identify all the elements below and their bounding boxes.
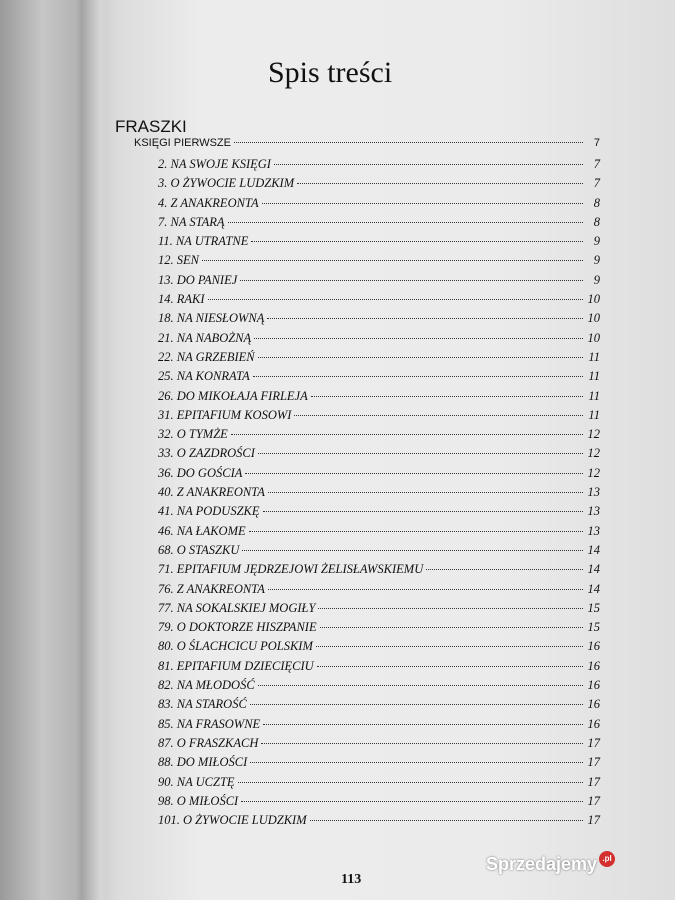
toc-entry-title: 79. O DOKTORZE HISZPANIE — [158, 620, 317, 635]
toc-entry — [158, 273, 600, 292]
page-title: Spis treści — [268, 56, 393, 89]
toc-entry-title: 2. NA SWOJE KSIĘGI — [158, 157, 271, 171]
toc-entry-page: 14 — [587, 542, 600, 557]
dot-leader — [262, 203, 583, 204]
dot-leader — [426, 569, 583, 570]
toc-entry — [158, 678, 600, 697]
dot-leader — [250, 762, 583, 763]
dot-leader — [274, 164, 583, 165]
toc-entry — [158, 311, 600, 330]
toc-entry-title: 21. NA NABOŻNĄ — [158, 330, 252, 345]
toc-entry — [158, 813, 600, 832]
toc-entry-title: 18. NA NIESŁOWNĄ — [158, 311, 265, 326]
toc-entry-title: 81. EPITAFIUM DZIECIĘCIU — [158, 658, 314, 673]
toc-entry-title: 77. NA SOKALSKIEJ MOGIŁY — [158, 600, 316, 615]
dot-leader — [254, 338, 583, 339]
toc-entry — [158, 215, 600, 234]
dot-leader — [263, 724, 583, 725]
dot-leader — [240, 280, 583, 281]
group-page: 7 — [593, 137, 600, 149]
toc-entry-title: 11. NA UTRATNE — [158, 234, 249, 249]
dot-leader — [245, 473, 583, 474]
toc-entry-page: 9 — [593, 272, 600, 287]
dot-leader — [317, 666, 583, 667]
toc-entry — [158, 485, 600, 504]
dot-leader — [208, 299, 583, 300]
toc-entry-page: 17 — [587, 793, 600, 808]
toc-entry-page: 15 — [587, 620, 600, 635]
toc-entry-page: 17 — [587, 813, 600, 828]
toc-entry-title: 31. EPITAFIUM KOSOWI — [158, 407, 292, 422]
toc-entry-page: 13 — [587, 485, 600, 500]
dot-leader — [297, 183, 583, 184]
toc-entry — [158, 543, 600, 562]
toc-entry-title: 76. Z ANAKREONTA — [158, 581, 265, 596]
toc-entry-title: 88. DO MIŁOŚCI — [158, 755, 248, 770]
toc-entry-title: 82. NA MŁODOŚĆ — [158, 678, 255, 693]
pl-badge-icon: .pl — [599, 851, 615, 867]
dot-leader — [318, 608, 583, 609]
toc-entry-page: 7 — [593, 157, 600, 171]
toc-entry-page: 11 — [588, 349, 600, 364]
toc-entry-page: 16 — [587, 658, 600, 673]
toc-entry-title: 98. O MIŁOŚCI — [158, 793, 239, 808]
dot-leader — [267, 318, 583, 319]
toc-entry-title: 4. Z ANAKREONTA — [158, 195, 259, 210]
toc-entry-title: 41. NA PODUSZKĘ — [158, 504, 260, 519]
toc-entry-title: 14. RAKI — [158, 292, 205, 307]
toc-entry — [158, 331, 600, 350]
dot-leader — [316, 646, 583, 647]
dot-leader — [242, 550, 583, 551]
toc-entry — [158, 466, 600, 485]
toc-entry-page: 16 — [587, 678, 600, 693]
toc-entry-title: 22. NA GRZEBIEŃ — [158, 349, 255, 364]
toc-entry — [158, 524, 600, 543]
table-of-contents — [158, 157, 600, 832]
toc-entry-page: 12 — [587, 446, 600, 461]
dot-leader — [268, 492, 583, 493]
toc-entry-page: 11 — [588, 407, 600, 422]
toc-entry-title: 7. NA STARĄ — [158, 214, 225, 229]
toc-entry — [158, 659, 600, 678]
toc-entry-page: 9 — [593, 234, 600, 249]
toc-entry-page: 10 — [587, 330, 600, 345]
toc-entry — [158, 755, 600, 774]
toc-entry-title: 33. O ZAZDROŚCI — [158, 446, 255, 461]
toc-entry — [158, 775, 600, 794]
toc-entry — [158, 234, 600, 253]
dot-leader — [310, 820, 583, 821]
toc-entry — [158, 639, 600, 658]
toc-entry — [158, 292, 600, 311]
toc-entry — [158, 697, 600, 716]
toc-entry-page: 13 — [587, 504, 600, 519]
toc-group-heading — [134, 137, 600, 157]
toc-entry-page: 12 — [587, 427, 600, 442]
toc-entry-page: 16 — [587, 639, 600, 654]
toc-entry — [158, 176, 600, 195]
left-page-edge — [0, 0, 95, 900]
toc-entry — [158, 717, 600, 736]
dot-leader — [234, 142, 583, 143]
toc-entry-page: 16 — [587, 697, 600, 712]
dot-leader — [231, 434, 583, 435]
dot-leader — [258, 453, 583, 454]
toc-entry — [158, 389, 600, 408]
dot-leader — [241, 801, 583, 802]
dot-leader — [268, 589, 583, 590]
toc-entry — [158, 196, 600, 215]
page-number: 113 — [341, 872, 362, 887]
toc-entry — [158, 369, 600, 388]
dot-leader — [228, 222, 583, 223]
dot-leader — [263, 511, 583, 512]
toc-entry-page: 16 — [587, 716, 600, 731]
toc-entry — [158, 620, 600, 639]
toc-entry-title: 12. SEN — [158, 253, 199, 268]
toc-entry-page: 17 — [587, 735, 600, 750]
toc-entry — [158, 253, 600, 272]
toc-entry — [158, 446, 600, 465]
dot-leader — [261, 743, 583, 744]
toc-entry-title: 46. NA ŁAKOME — [158, 523, 246, 538]
toc-entry — [158, 427, 600, 446]
toc-entry-page: 9 — [593, 253, 600, 268]
dot-leader — [251, 241, 583, 242]
dot-leader — [250, 704, 583, 705]
group-label: KSIĘGI PIERWSZE — [134, 137, 231, 149]
toc-entry — [158, 582, 600, 601]
toc-entry-title: 25. NA KONRATA — [158, 369, 250, 384]
toc-entry-page: 14 — [587, 562, 600, 577]
toc-entry-page: 11 — [588, 388, 600, 403]
watermark-text: Sprzedajemy — [486, 854, 598, 874]
dot-leader — [311, 396, 583, 397]
toc-entry-page: 15 — [587, 600, 600, 615]
toc-entry — [158, 504, 600, 523]
toc-entry-title: 83. NA STAROŚĆ — [158, 697, 247, 712]
toc-entry-title: 32. O TYMŻE — [158, 427, 228, 442]
toc-entry-title: 101. O ŻYWOCIE LUDZKIM — [158, 813, 307, 828]
toc-entry-title: 85. NA FRASOWNE — [158, 716, 261, 731]
toc-entry — [158, 157, 600, 176]
toc-entry-page: 17 — [587, 774, 600, 789]
toc-entry-page: 11 — [588, 369, 600, 384]
toc-entry — [158, 601, 600, 620]
toc-entry-page: 10 — [587, 311, 600, 326]
dot-leader — [320, 627, 583, 628]
toc-entry-title: 80. O ŚLACHCICU POLSKIM — [158, 639, 313, 654]
dot-leader — [258, 685, 583, 686]
toc-entry-page: 7 — [593, 176, 600, 191]
toc-entry-page: 12 — [587, 465, 600, 480]
page-gutter-shadow — [82, 0, 108, 900]
toc-entry-title: 36. DO GOŚCIA — [158, 465, 243, 480]
dot-leader — [253, 376, 583, 377]
toc-entry-page: 10 — [587, 292, 600, 307]
watermark-logo — [486, 854, 615, 875]
toc-entry-title: 26. DO MIKOŁAJA FIRLEJA — [158, 388, 308, 403]
toc-entry-page: 8 — [593, 195, 600, 210]
toc-entry — [158, 350, 600, 369]
toc-entry-title: 68. O STASZKU — [158, 542, 240, 557]
toc-entry-page: 17 — [587, 755, 600, 770]
dot-leader — [294, 415, 583, 416]
toc-entry-title: 3. O ŻYWOCIE LUDZKIM — [158, 176, 295, 191]
toc-entry-title: 87. O FRASZKACH — [158, 735, 259, 750]
toc-entry-page: 14 — [587, 581, 600, 596]
toc-entry-title: 71. EPITAFIUM JĘDRZEJOWI ŻELISŁAWSKIEMU — [158, 562, 424, 577]
toc-entry-title: 90. NA UCZTĘ — [158, 774, 235, 789]
toc-entry — [158, 562, 600, 581]
toc-entry-page: 8 — [593, 214, 600, 229]
toc-entry — [158, 736, 600, 755]
toc-entry-title: 40. Z ANAKREONTA — [158, 485, 265, 500]
toc-entry-title: 13. DO PANIEJ — [158, 272, 238, 287]
toc-entry — [158, 794, 600, 813]
dot-leader — [258, 357, 583, 358]
dot-leader — [202, 260, 583, 261]
dot-leader — [249, 531, 583, 532]
section-heading: FRASZKI — [115, 117, 187, 136]
toc-entry — [158, 408, 600, 427]
toc-entry-page: 13 — [587, 523, 600, 538]
dot-leader — [238, 782, 583, 783]
